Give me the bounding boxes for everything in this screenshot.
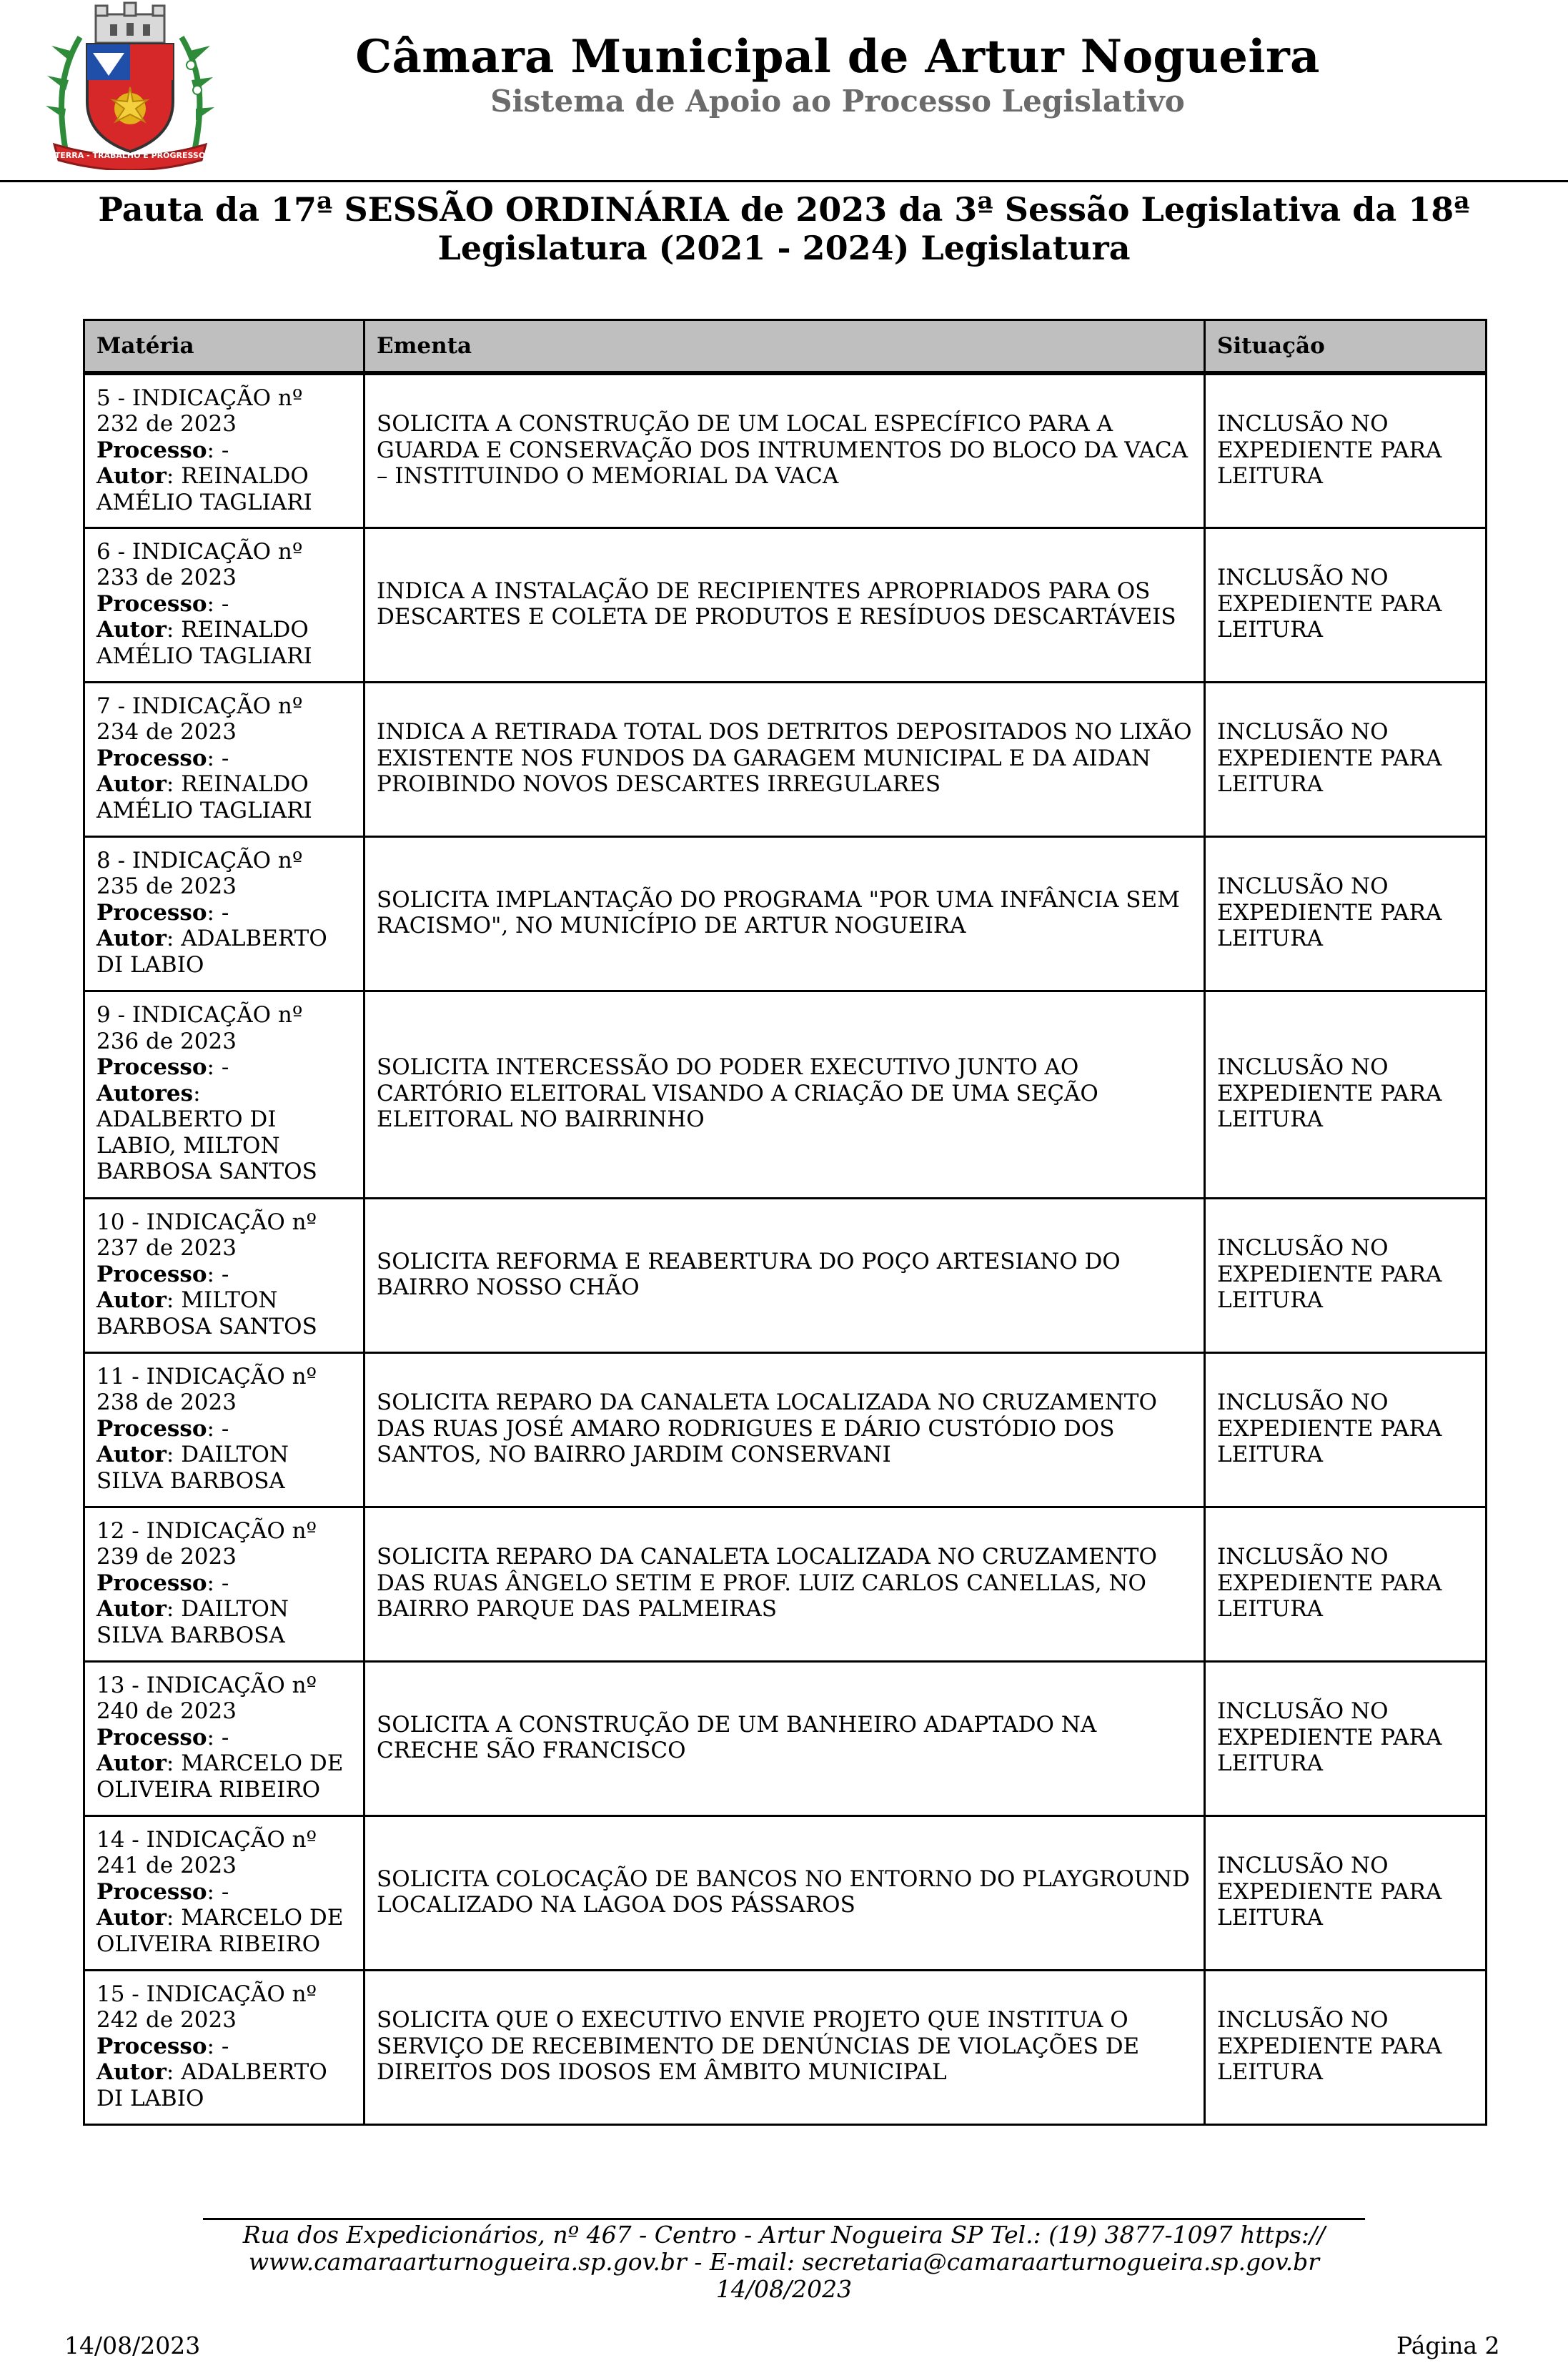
autor-label: Autor (96, 1287, 167, 1314)
processo-label: Processo (96, 1570, 207, 1596)
ementa-cell: INDICA A INSTALAÇÃO DE RECIPIENTES APROPRIADOS PARA OS DESCARTES E COLETA DE PRODUTOS E RESÍDUOS DESCARTÁVEIS (364, 527, 1205, 682)
materia-cell (84, 1661, 364, 1815)
autor-value: : DAILTON SILVA BARBOSA (96, 1442, 289, 1494)
autor-line (96, 771, 312, 823)
materia-title: 6 - INDICAÇÃO nº (96, 538, 303, 565)
materia-number-year: 238 de 2023 (96, 1389, 237, 1416)
processo-label: Processo (96, 2033, 207, 2059)
ementa-cell: SOLICITA A CONSTRUÇÃO DE UM LOCAL ESPECÍFICO PARA A GUARDA E CONSERVAÇÃO DOS INTRUMENTOS DO BLOCO DA VACA – INSTITUINDO O MEMORIAL DA VACA (364, 373, 1205, 527)
materia-title: 14 - INDICAÇÃO nº (96, 1826, 317, 1853)
situacao-cell: INCLUSÃO NO EXPEDIENTE PARA LEITURA (1205, 836, 1487, 991)
situacao-cell: INCLUSÃO NO EXPEDIENTE PARA LEITURA (1205, 527, 1487, 682)
autor-value: : ADALBERTO DI LABIO (96, 926, 327, 978)
ementa-cell: INDICA A RETIRADA TOTAL DOS DETRITOS DEPOSITADOS NO LIXÃO EXISTENTE NOS FUNDOS DA GARAGEM MUNICIPAL E DA AIDAN PROIBINDO NOVOS DESCARTES IRREGULARES (364, 682, 1205, 836)
processo-label: Processo (96, 1878, 207, 1905)
materia-title: 8 - INDICAÇÃO nº (96, 847, 303, 873)
processo-line (96, 1416, 352, 1442)
materia-number-year: 242 de 2023 (96, 2007, 237, 2033)
situacao-cell: INCLUSÃO NO EXPEDIENTE PARA LEITURA (1205, 1198, 1487, 1352)
materia-cell (84, 373, 364, 527)
processo-label: Processo (96, 899, 207, 926)
materia-number-year: 236 de 2023 (96, 1028, 237, 1054)
processo-line (96, 900, 352, 926)
processo-label: Processo (96, 1054, 207, 1081)
ementa-cell: SOLICITA REPARO DA CANALETA LOCALIZADA NO CRUZAMENTO DAS RUAS ÂNGELO SETIM E PROF. LUIZ CARLOS CANELLAS, NO BAIRRO PARQUE DAS PALMEIRAS (364, 1507, 1205, 1661)
materia-cell (84, 682, 364, 836)
processo-label: Processo (96, 1724, 207, 1750)
processo-value: : - (207, 1415, 229, 1442)
table-row (84, 1970, 1487, 2124)
autor-line (96, 926, 327, 978)
page-number: Página 2 (1396, 2332, 1500, 2359)
table-row (84, 682, 1487, 836)
processo-line (96, 1725, 352, 1751)
ementa-cell: SOLICITA COLOCAÇÃO DE BANCOS NO ENTORNO DO PLAYGROUND LOCALIZADO NA LAGOA DOS PÁSSAROS (364, 1815, 1205, 1970)
autor-line (96, 1596, 289, 1648)
processo-line (96, 1570, 352, 1597)
materia-cell (84, 1815, 364, 1970)
autor-line (96, 463, 312, 515)
autor-value: : REINALDO AMÉLIO TAGLIARI (96, 617, 312, 669)
autor-label: Autor (96, 463, 167, 489)
autor-line (96, 617, 312, 669)
autor-value: : MARCELO DE OLIVEIRA RIBEIRO (96, 1905, 344, 1957)
autor-label: Autor (96, 926, 167, 952)
organization-subtitle: Sistema de Apoio ao Processo Legislativo (490, 84, 1185, 119)
autor-label: Autor (96, 2059, 167, 2086)
materia-title: 7 - INDICAÇÃO nº (96, 693, 303, 719)
materia-cell (84, 991, 364, 1198)
materia-number-year: 241 de 2023 (96, 1853, 237, 1879)
processo-label: Processo (96, 1261, 207, 1287)
autor-value: : ADALBERTO DI LABIO, MILTON BARBOSA SANTOS (96, 1080, 317, 1185)
materia-title: 10 - INDICAÇÃO nº (96, 1209, 317, 1235)
materia-cell (84, 1352, 364, 1507)
materia-title: 13 - INDICAÇÃO nº (96, 1672, 317, 1698)
agenda-table-body (84, 373, 1487, 2124)
table-row (84, 1815, 1487, 1970)
processo-value: : - (207, 1570, 229, 1596)
autor-label: Autor (96, 1596, 167, 1623)
processo-value: : - (207, 590, 229, 617)
table-row (84, 991, 1487, 1198)
agenda-table (83, 319, 1487, 2126)
processo-value: : - (207, 1054, 229, 1081)
processo-value: : - (207, 745, 229, 771)
autor-label: Autor (96, 771, 167, 798)
autor-value: : ADALBERTO DI LABIO (96, 2059, 327, 2111)
autor-value: : DAILTON SILVA BARBOSA (96, 1596, 289, 1648)
materia-title: 11 - INDICAÇÃO nº (96, 1363, 317, 1389)
document-title: Pauta da 17ª SESSÃO ORDINÁRIA de 2023 da 3ª Sessão Legislativa da 18ª Legislatura (2021 - 2024) Legislatura (98, 190, 1470, 267)
processo-value: : - (207, 899, 229, 926)
situacao-cell: INCLUSÃO NO EXPEDIENTE PARA LEITURA (1205, 991, 1487, 1198)
column-header-ementa: Ementa (364, 320, 1205, 374)
table-header-row (84, 320, 1487, 374)
autor-line (96, 1750, 343, 1803)
materia-title: 9 - INDICAÇÃO nº (96, 1002, 303, 1029)
materia-title: 15 - INDICAÇÃO nº (96, 1981, 317, 2007)
autor-value: : REINALDO AMÉLIO TAGLIARI (96, 463, 312, 515)
table-row (84, 1661, 1487, 1815)
table-row (84, 527, 1487, 682)
autor-value: : REINALDO AMÉLIO TAGLIARI (96, 771, 312, 823)
situacao-cell: INCLUSÃO NO EXPEDIENTE PARA LEITURA (1205, 1507, 1487, 1661)
materia-number-year: 239 de 2023 (96, 1544, 237, 1570)
situacao-cell: INCLUSÃO NO EXPEDIENTE PARA LEITURA (1205, 1661, 1487, 1815)
materia-number-year: 237 de 2023 (96, 1235, 237, 1262)
table-row (84, 1507, 1487, 1661)
table-row (84, 1198, 1487, 1352)
page-header (0, 0, 1568, 182)
table-row (84, 373, 1487, 527)
materia-number-year: 240 de 2023 (96, 1698, 237, 1725)
materia-number-year: 234 de 2023 (96, 719, 237, 745)
processo-label: Processo (96, 1415, 207, 1442)
situacao-cell: INCLUSÃO NO EXPEDIENTE PARA LEITURA (1205, 682, 1487, 836)
column-header-materia: Matéria (84, 320, 364, 374)
ementa-cell: SOLICITA INTERCESSÃO DO PODER EXECUTIVO JUNTO AO CARTÓRIO ELEITORAL VISANDO A CRIAÇÃO DE UMA SEÇÃO ELEITORAL NO BAIRRINHO (364, 991, 1205, 1198)
autor-label: Autor (96, 1750, 167, 1777)
processo-line (96, 437, 352, 464)
situacao-cell: INCLUSÃO NO EXPEDIENTE PARA LEITURA (1205, 1970, 1487, 2124)
materia-title: 5 - INDICAÇÃO nº (96, 385, 303, 411)
processo-value: : - (207, 2033, 229, 2059)
processo-line (96, 591, 352, 618)
processo-line (96, 1262, 352, 1288)
footer-address: Rua dos Expedicionários, nº 467 - Centro - Artur Nogueira SP Tel.: (19) 3877-1097 https:// www.camaraarturnogueira.sp.gov.br - E-mail: secretaria@camaraarturnogueira.sp.gov.br 14/08/2023 (242, 2221, 1326, 2303)
processo-value: : - (207, 437, 229, 463)
processo-line (96, 2033, 352, 2060)
autor-label: Autor (96, 1442, 167, 1468)
column-header-situacao: Situação (1205, 320, 1487, 374)
footer-divider (203, 2218, 1365, 2220)
materia-title: 12 - INDICAÇÃO nº (96, 1517, 317, 1544)
autor-line (96, 1905, 343, 1957)
materia-cell (84, 1970, 364, 2124)
materia-cell (84, 1198, 364, 1352)
autor-label: Autor (96, 1905, 167, 1931)
autor-value: : MILTON BARBOSA SANTOS (96, 1287, 317, 1339)
processo-value: : - (207, 1261, 229, 1287)
materia-cell (84, 836, 364, 991)
processo-line (96, 1054, 352, 1081)
table-row (84, 836, 1487, 991)
materia-cell (84, 527, 364, 682)
autor-label: Autores (96, 1080, 194, 1106)
processo-line (96, 1879, 352, 1906)
ementa-cell: SOLICITA A CONSTRUÇÃO DE UM BANHEIRO ADAPTADO NA CRECHE SÃO FRANCISCO (364, 1661, 1205, 1815)
table-row (84, 1352, 1487, 1507)
materia-cell (84, 1507, 364, 1661)
autor-line (96, 1081, 317, 1185)
autor-label: Autor (96, 617, 167, 643)
autor-line (96, 1287, 317, 1339)
situacao-cell: INCLUSÃO NO EXPEDIENTE PARA LEITURA (1205, 373, 1487, 527)
ementa-cell: SOLICITA QUE O EXECUTIVO ENVIE PROJETO QUE INSTITUA O SERVIÇO DE RECEBIMENTO DE DENÚNCIAS DE VIOLAÇÕES DE DIREITOS DOS IDOSOS EM ÂMBITO MUNICIPAL (364, 1970, 1205, 2124)
processo-value: : - (207, 1724, 229, 1750)
organization-title: Câmara Municipal de Artur Nogueira (355, 30, 1320, 84)
processo-line (96, 745, 352, 772)
situacao-cell: INCLUSÃO NO EXPEDIENTE PARA LEITURA (1205, 1815, 1487, 1970)
autor-value: : MARCELO DE OLIVEIRA RIBEIRO (96, 1750, 344, 1803)
materia-number-year: 233 de 2023 (96, 565, 237, 591)
processo-label: Processo (96, 745, 207, 771)
ementa-cell: SOLICITA REPARO DA CANALETA LOCALIZADA NO CRUZAMENTO DAS RUAS JOSÉ AMARO RODRIGUES E DÁRIO CUSTÓDIO DOS SANTOS, NO BAIRRO JARDIM CONSERVANI (364, 1352, 1205, 1507)
autor-line (96, 2059, 327, 2111)
ementa-cell: SOLICITA REFORMA E REABERTURA DO POÇO ARTESIANO DO BAIRRO NOSSO CHÃO (364, 1198, 1205, 1352)
materia-number-year: 235 de 2023 (96, 873, 237, 900)
ementa-cell: SOLICITA IMPLANTAÇÃO DO PROGRAMA "POR UMA INFÂNCIA SEM RACISMO", NO MUNICÍPIO DE ARTUR NOGUEIRA (364, 836, 1205, 991)
situacao-cell: INCLUSÃO NO EXPEDIENTE PARA LEITURA (1205, 1352, 1487, 1507)
autor-line (96, 1442, 289, 1494)
materia-number-year: 232 de 2023 (96, 411, 237, 437)
footer-date: 14/08/2023 (64, 2332, 201, 2359)
processo-label: Processo (96, 437, 207, 463)
processo-label: Processo (96, 590, 207, 617)
logo-motto-text: TERRA - TRABALHO E PROGRESSO (54, 151, 206, 160)
municipal-coat-of-arms-logo (44, 1, 216, 170)
processo-value: : - (207, 1878, 229, 1905)
